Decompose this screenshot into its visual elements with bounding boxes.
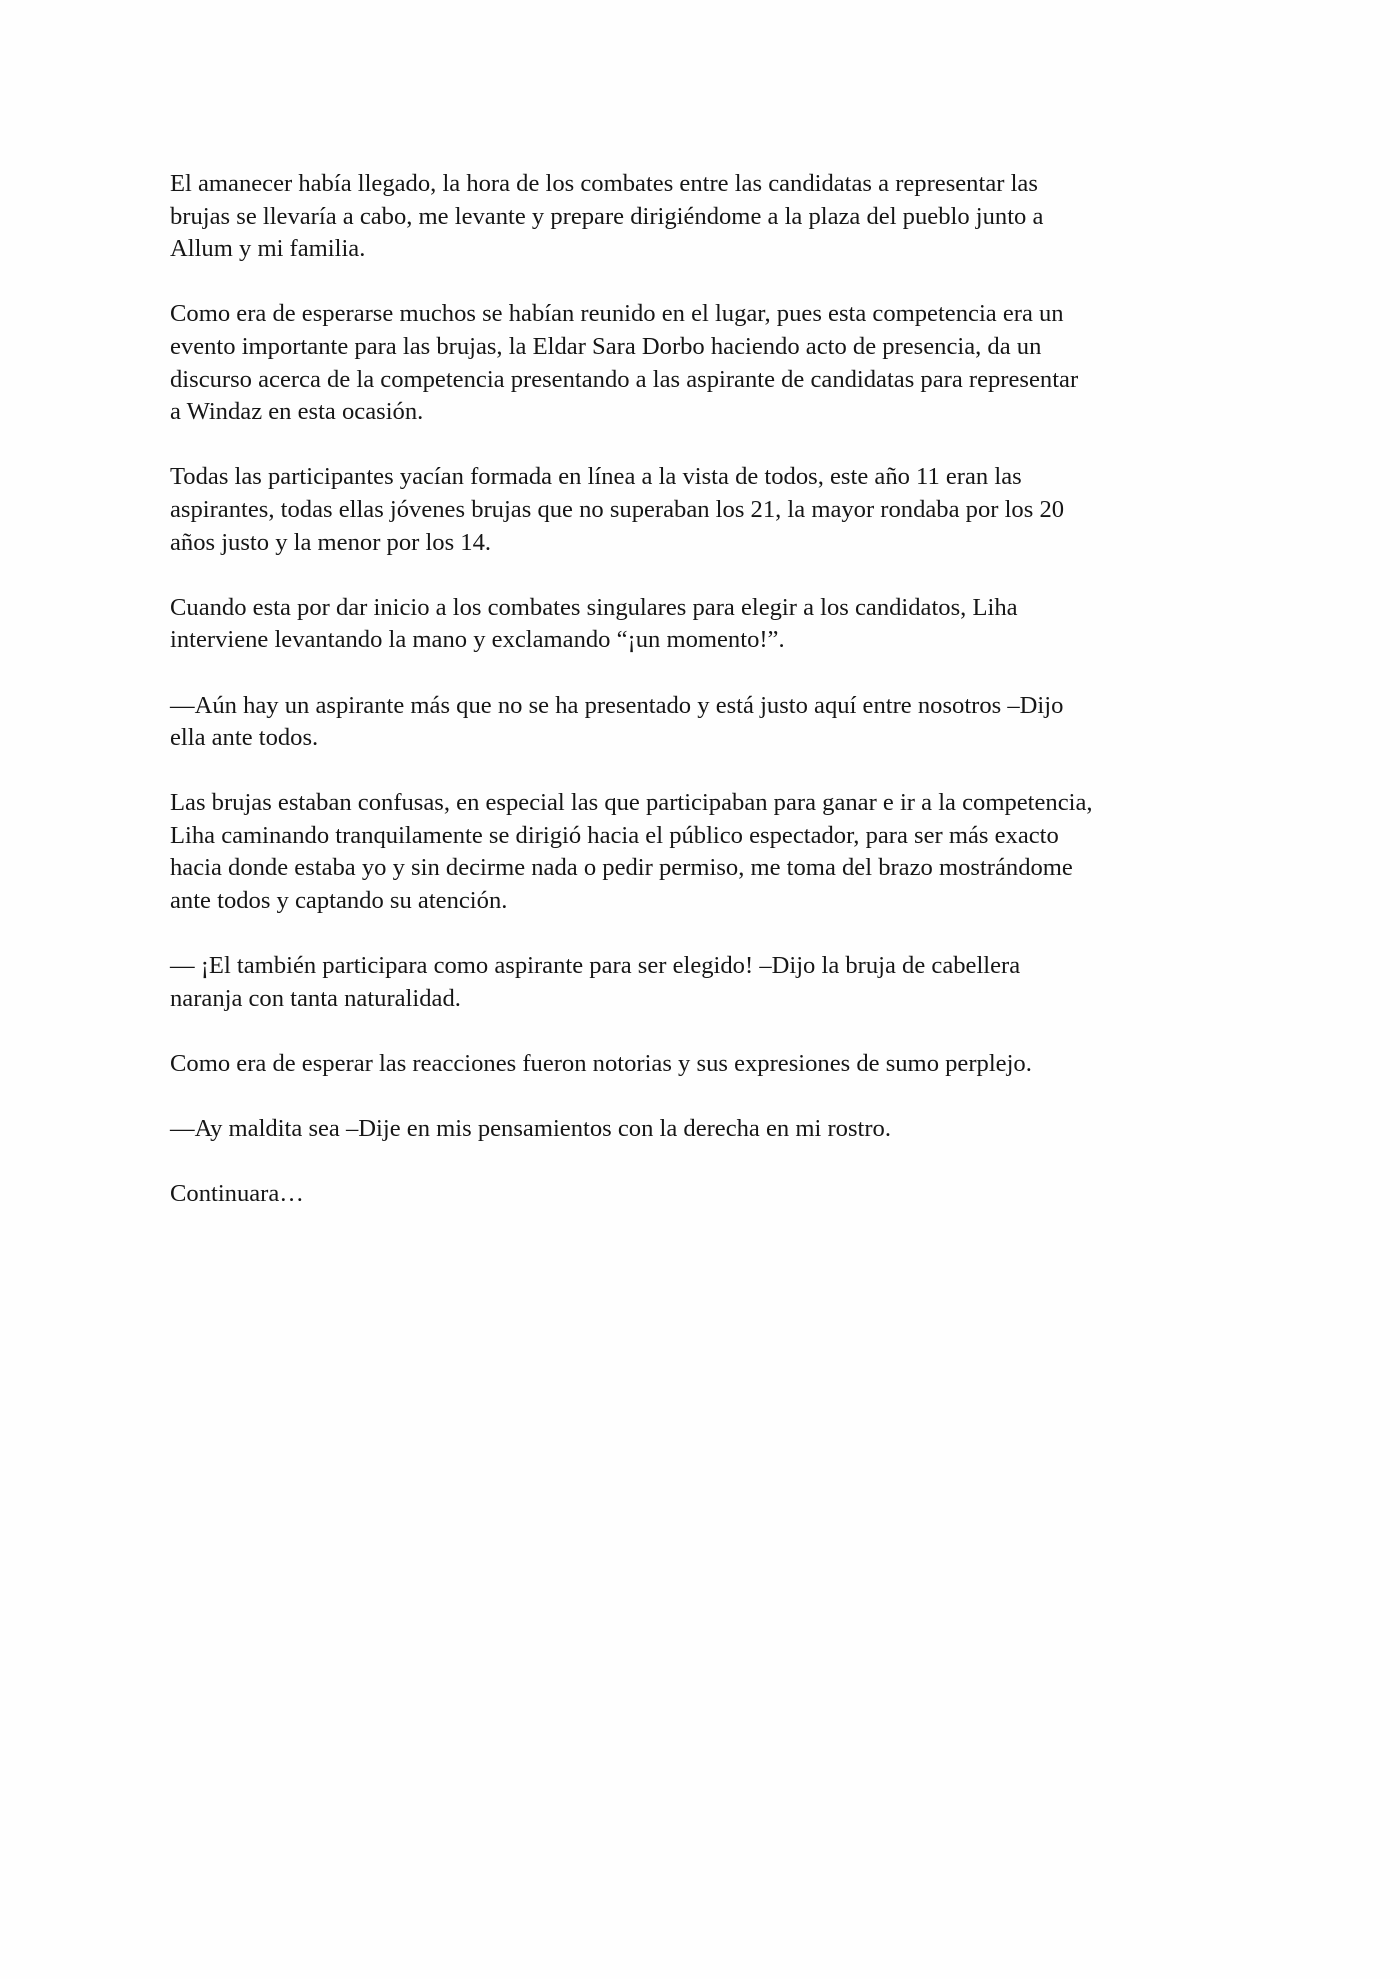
paragraph: Las brujas estaban confusas, en especial las que participaban para ganar e ir a la competencia, Liha caminando tranquilamente se dirigió hacia el público espectador, para ser más exacto hacia donde estaba yo y sin decirme nada o pedir permiso, me toma del brazo mostrándome ante todos y captando su atención. <box>170 789 1093 915</box>
dialogue-paragraph: —Ay maldita sea –Dije en mis pensamientos con la derecha en mi rostro. <box>170 1115 891 1143</box>
dialogue-paragraph: — ¡El también participara como aspirante para ser elegido! –Dijo la bruja de cabellera naranja con tanta naturalidad. <box>170 952 1021 1012</box>
paragraph: Cuando esta por dar inicio a los combates singulares para elegir a los candidatos, Liha interviene levantando la mano y exclamando “¡un momento!”. <box>170 593 1018 654</box>
document-body <box>170 168 1260 1244</box>
paragraph: El amanecer había llegado, la hora de los combates entre las candidatas a representar las brujas se llevaría a cabo, me levante y prepare dirigiéndome a la plaza del pueblo junto a Allum y mi familia. <box>170 170 1044 263</box>
closing-line: Continuara… <box>170 1180 304 1208</box>
paragraph: Como era de esperar las reacciones fueron notorias y sus expresiones de sumo perplejo. <box>170 1050 1032 1078</box>
dialogue-paragraph: —Aún hay un aspirante más que no se ha presentado y está justo aquí entre nosotros –Dijo ella ante todos. <box>170 691 1064 752</box>
paragraph: Todas las participantes yacían formada en línea a la vista de todos, este año 11 eran las aspirantes, todas ellas jóvenes brujas que no superaban los 21, la mayor rondaba por los 20 años justo y la menor por los 14. <box>170 463 1065 556</box>
paragraph: Como era de esperarse muchos se habían reunido en el lugar, pues esta competencia era un evento importante para las brujas, la Eldar Sara Dorbo haciendo acto de presencia, da un discurso acerca de la competencia presentando a las aspirante de candidatas para representar a Windaz en esta ocasión. <box>170 300 1079 426</box>
